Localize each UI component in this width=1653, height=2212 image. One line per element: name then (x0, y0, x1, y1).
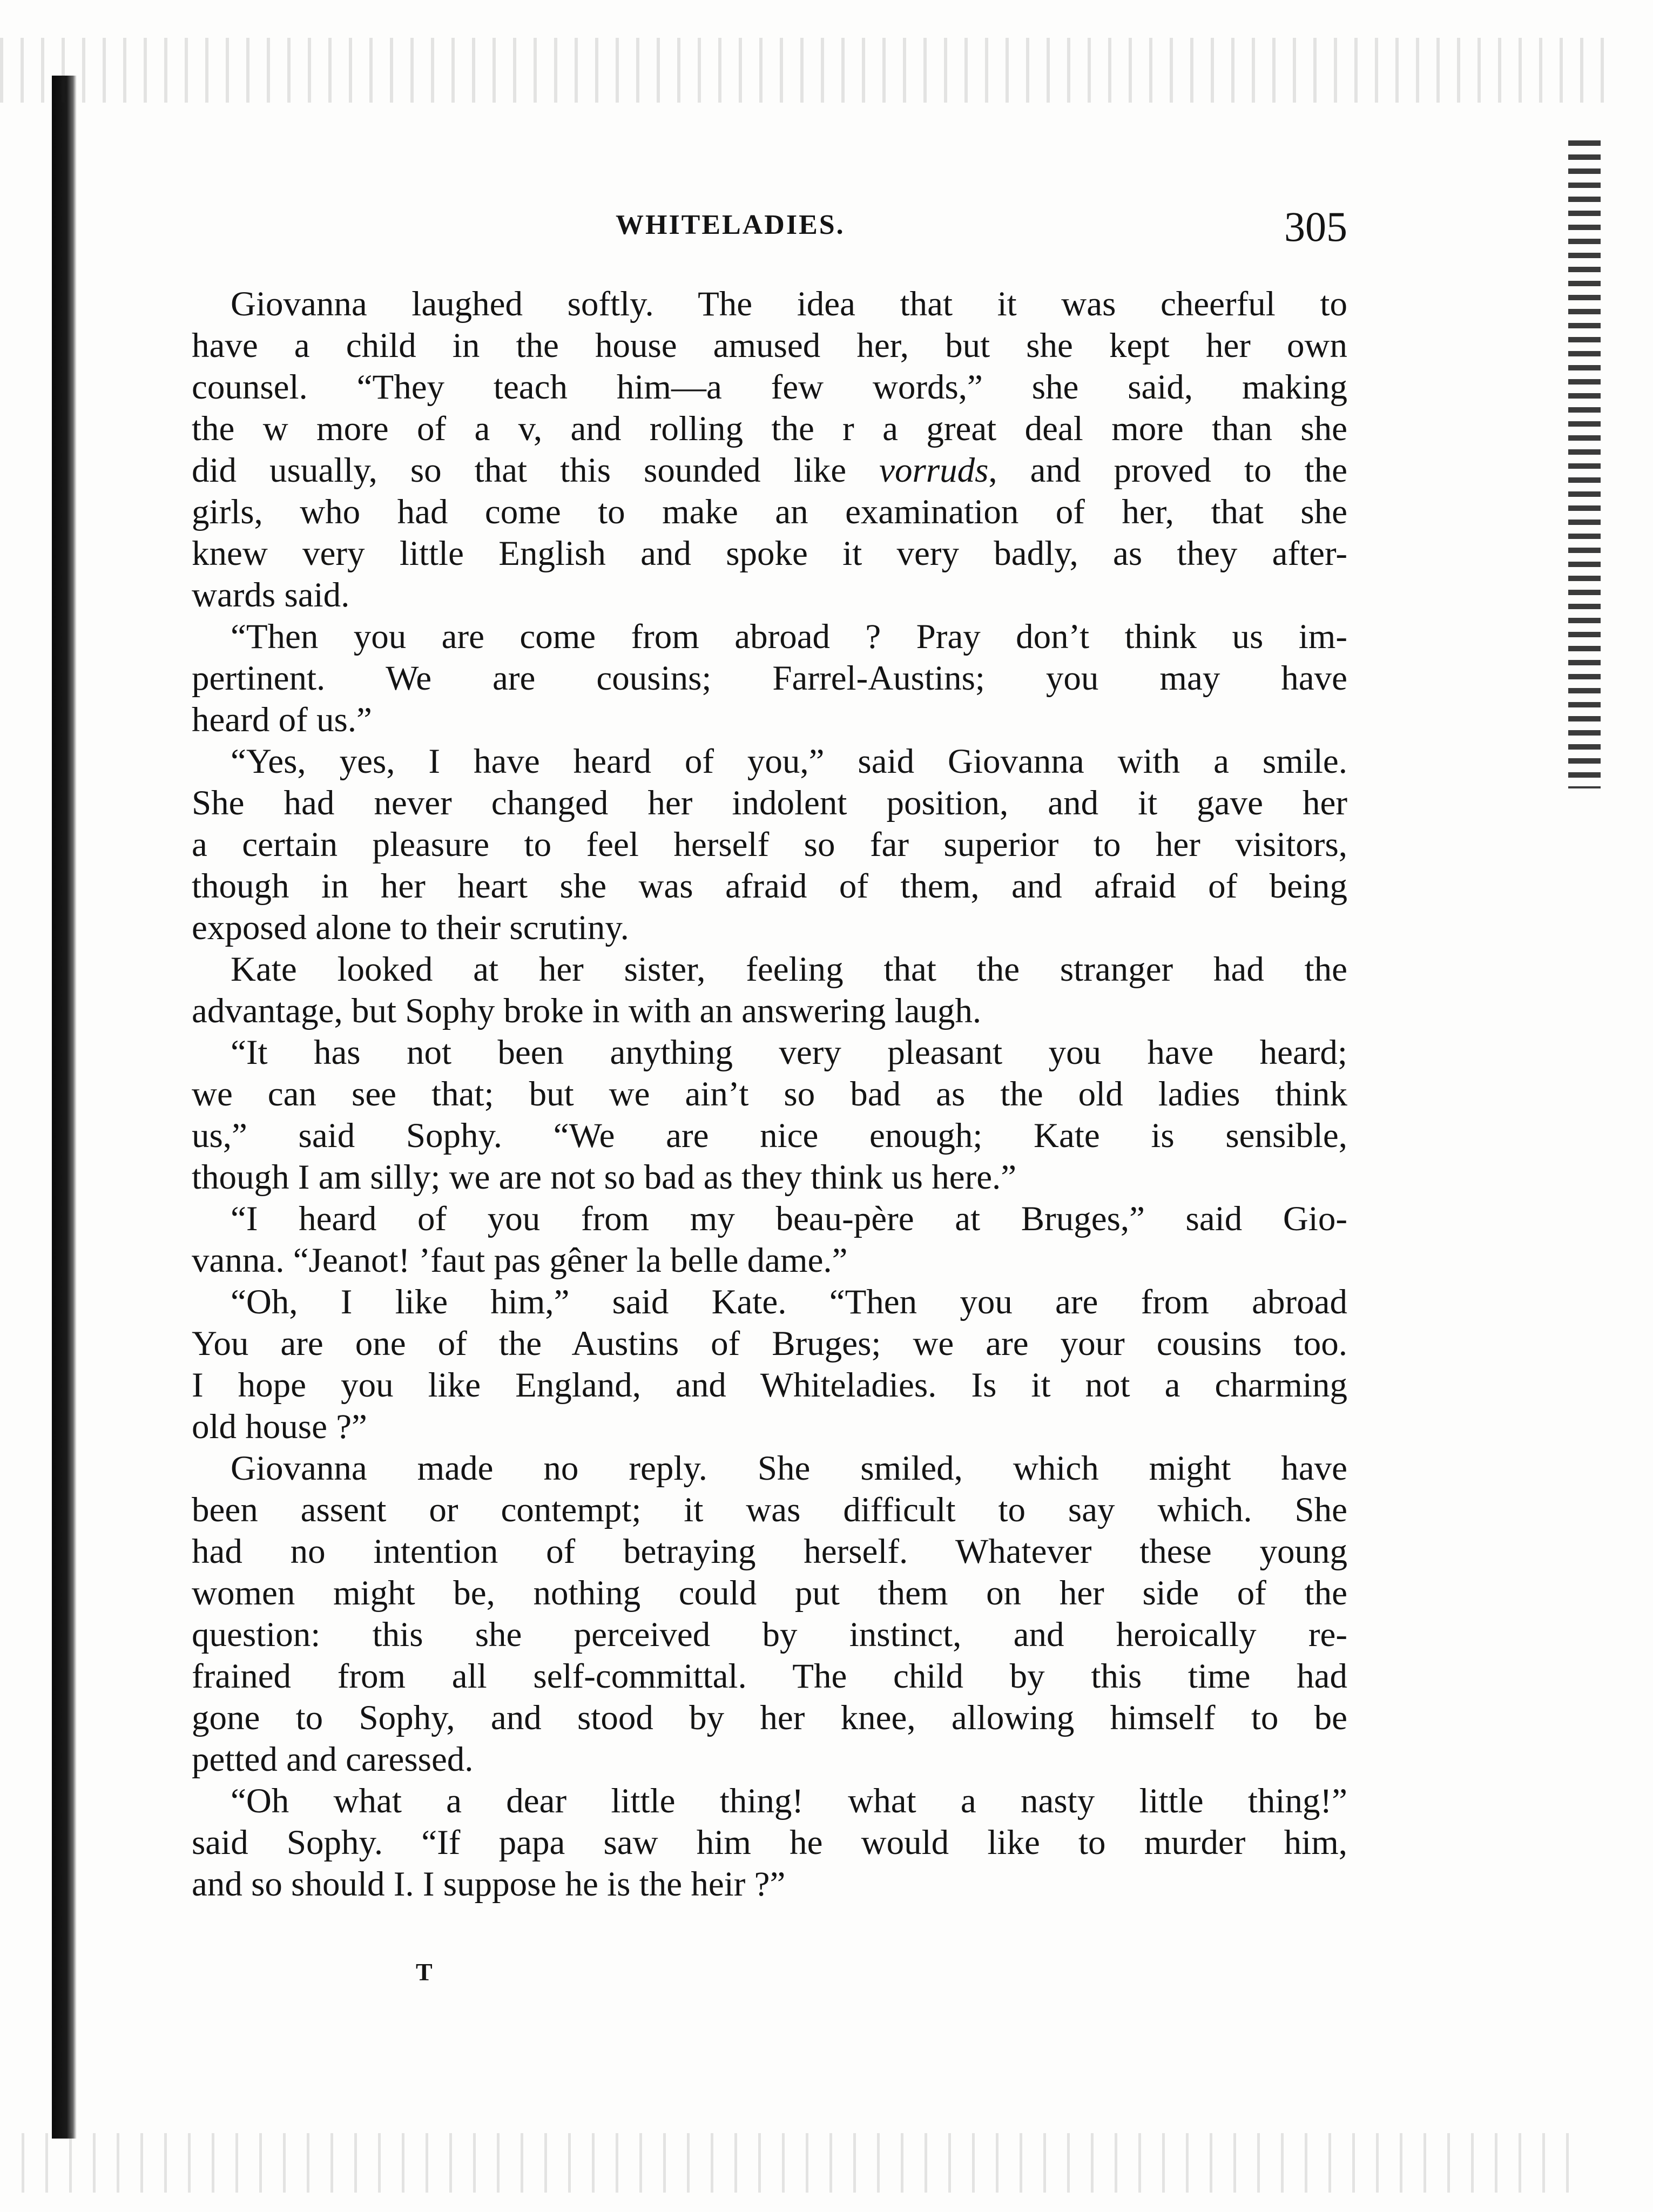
bottom-edge-speckle (22, 2133, 1588, 2193)
text-line (192, 450, 1347, 491)
text-line: advantage, but Sophy broke in with an answering laugh. (192, 992, 982, 1030)
text-line: exposed alone to their scrutiny. (192, 908, 629, 947)
running-title: WHITELADIES. (616, 210, 845, 240)
text-line: had no intention of betraying herself. Whatever these young (192, 1532, 1347, 1571)
page-number: 305 (1284, 203, 1347, 250)
top-edge-speckle (0, 38, 1620, 103)
text-line-tail: , and proved to the (988, 451, 1347, 490)
italic-word: vorruds (879, 451, 989, 490)
text-line: have a child in the house amused her, but she kept her own (192, 326, 1347, 365)
text-line: women might be, nothing could put them on her side of the (192, 1574, 1347, 1613)
text-line: pertinent. We are cousins; Farrel-Austins; you may have (192, 659, 1347, 698)
running-head (192, 203, 1347, 251)
text-line: old house ?” (192, 1407, 367, 1446)
text-line: Giovanna laughed softly. The idea that it was cheerful to (231, 285, 1347, 323)
signature-mark: T (416, 1958, 433, 1986)
text-line: Kate looked at her sister, feeling that the stranger had the (231, 950, 1347, 989)
text-line: said Sophy. “If papa saw him he would like to murder him, (192, 1823, 1347, 1862)
text-line: though in her heart she was afraid of them, and afraid of being (192, 867, 1347, 906)
text-line: She had never changed her indolent position, and it gave her (192, 784, 1347, 822)
text-line: “I heard of you from my beau-père at Bruges,” said Gio- (231, 1199, 1347, 1238)
text-line: frained from all self-committal. The child by this time had (192, 1657, 1347, 1696)
text-line: “Then you are come from abroad ? Pray don’t think us im- (231, 617, 1347, 656)
text-line: counsel. “They teach him—a few words,” she said, making (192, 368, 1347, 407)
text-line: heard of us.” (192, 700, 372, 739)
text-line: us,” said Sophy. “We are nice enough; Kate is sensible, (192, 1116, 1347, 1155)
text-line: girls, who had come to make an examination of her, that she (192, 493, 1347, 531)
text-line: we can see that; but we ain’t so bad as the old ladies think (192, 1075, 1347, 1114)
text-line: and so should I. I suppose he is the heir ?” (192, 1865, 786, 1904)
text-line: the w more of a v, and rolling the r a great deal more than she (192, 409, 1347, 448)
text-line: Giovanna made no reply. She smiled, which might have (231, 1449, 1347, 1488)
text-line: I hope you like England, and Whiteladies. Is it not a charming (192, 1366, 1347, 1405)
text-line: wards said. (192, 576, 350, 615)
text-line: a certain pleasure to feel herself so far superior to her visitors, (192, 825, 1347, 864)
body-text (192, 284, 1347, 1905)
text-line-lead: did usually, so that this sounded like (192, 451, 847, 490)
text-line: question: this she perceived by instinct, and heroically re- (192, 1615, 1347, 1654)
text-line: vanna. “Jeanot! ’faut pas gêner la belle dame.” (192, 1241, 848, 1280)
text-line: knew very little English and spoke it very badly, as they after- (192, 534, 1347, 573)
text-line: been assent or contempt; it was difficult to say which. She (192, 1491, 1347, 1529)
text-line: “It has not been anything very pleasant you have heard; (231, 1033, 1347, 1072)
binding-shadow (52, 76, 77, 2139)
text-line: “Oh, I like him,” said Kate. “Then you are from abroad (231, 1283, 1347, 1321)
show-through-marks (1555, 140, 1620, 788)
text-line: gone to Sophy, and stood by her knee, allowing himself to be (192, 1698, 1347, 1737)
text-line: “Yes, yes, I have heard of you,” said Giovanna with a smile. (231, 742, 1347, 781)
text-line: “Oh what a dear little thing! what a nasty little thing!” (231, 1782, 1347, 1820)
text-line: though I am silly; we are not so bad as they think us here.” (192, 1158, 1017, 1197)
text-line: You are one of the Austins of Bruges; we are your cousins too. (192, 1324, 1347, 1363)
text-line: petted and caressed. (192, 1740, 474, 1779)
